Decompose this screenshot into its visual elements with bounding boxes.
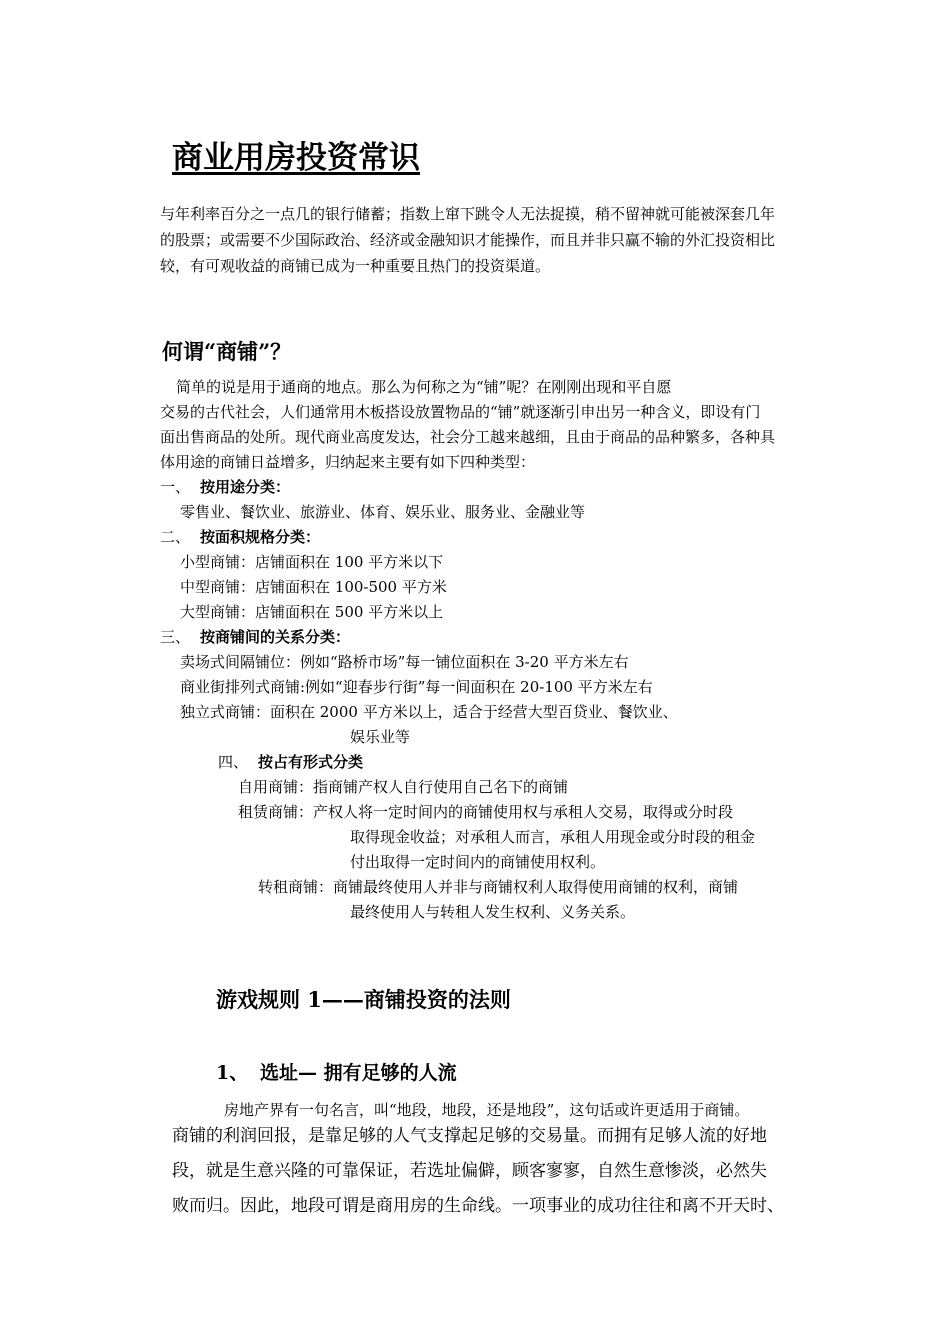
category-item: 付出取得一定时间内的商铺使用权利。 <box>350 853 606 871</box>
category-item: 大型商铺：店铺面积在 500 平方米以上 <box>180 603 444 621</box>
page-title: 商业用房投资常识 <box>172 140 420 176</box>
category-number: 三、 <box>160 628 191 646</box>
category-number: 一、 <box>160 478 191 496</box>
category-item: 卖场式间隔铺位：例如“路桥市场”每一铺位面积在 3-20 平方米左右 <box>180 653 629 671</box>
section-heading: 游戏规则 1——商铺投资的法则 <box>216 987 511 1012</box>
category-item: 自用商铺：指商铺产权人自行使用自己名下的商铺 <box>238 778 569 796</box>
body-line: 简单的说是用于通商的地点。那么为何称之为“铺”呢？在刚刚出现和平自愿 <box>176 378 672 396</box>
category-label: 按面积规格分类： <box>200 528 321 546</box>
category-item: 最终使用人与转租人发生权利、义务关系。 <box>350 903 636 921</box>
body-line: 体用途的商铺日益增多，归纳起来主要有如下四种类型： <box>160 453 536 471</box>
subsection-heading: 选址— 拥有足够的人流 <box>260 1062 457 1084</box>
category-item: 转租商铺：商铺最终使用人并非与商铺权利人取得使用商铺的权利，商铺 <box>258 878 739 896</box>
category-item: 独立式商铺：面积在 2000 平方米以上，适合于经营大型百贷业、餐饮业、 <box>180 703 678 721</box>
category-label: 按商铺间的关系分类： <box>200 628 351 646</box>
category-item: 零售业、餐饮业、旅游业、体育、娱乐业、服务业、金融业等 <box>180 503 586 521</box>
body-line: 段，就是生意兴隆的可靠保证，若选址偏僻，顾客寥寥，自然生意惨淡，必然失 <box>172 1161 767 1181</box>
body-line: 房地产界有一句名言，叫“地段，地段，还是地段”，这句话或许更适用于商铺。 <box>224 1101 750 1119</box>
category-item: 小型商铺：店铺面积在 100 平方米以下 <box>180 553 444 571</box>
category-label: 按用途分类： <box>200 478 291 496</box>
body-line: 商铺的利润回报，是靠足够的人气支撑起足够的交易量。而拥有足够人流的好地 <box>172 1126 767 1146</box>
subsection-number: 1、 <box>216 1062 249 1084</box>
category-item: 中型商铺：店铺面积在 100-500 平方米 <box>180 578 447 596</box>
category-item: 商业街排列式商铺:例如“迎春步行街”每一间面积在 20-100 平方米左右 <box>180 678 653 696</box>
intro-line: 的股票；或需要不少国际政治、经济或金融知识才能操作，而且并非只赢不输的外汇投资相比 <box>160 231 776 249</box>
section-heading: 何谓“商铺”？ <box>162 339 292 364</box>
body-line: 交易的古代社会，人们通常用木板搭设放置物品的“铺”就逐渐引申出另一种含义，即设有门 <box>160 403 761 421</box>
intro-line: 较，有可观收益的商铺已成为一种重要且热门的投资渠道。 <box>160 257 551 275</box>
category-item: 租赁商铺：产权人将一定时间内的商铺使用权与承租人交易，取得或分时段 <box>238 803 734 821</box>
body-line: 面出售商品的处所。现代商业高度发达，社会分工越来越细，且由于商品的品种繁多，各种具 <box>160 428 776 446</box>
category-label: 按占有形式分类 <box>258 753 364 771</box>
category-item: 娱乐业等 <box>350 728 411 746</box>
intro-line: 与年利率百分之一点几的银行储蓄；指数上窜下跳令人无法捉摸，稍不留神就可能被深套几年 <box>160 205 776 223</box>
category-number: 二、 <box>160 528 191 546</box>
category-number: 四、 <box>218 753 249 771</box>
category-item: 取得现金收益；对承租人而言，承租人用现金或分时段的租金 <box>350 828 756 846</box>
body-line: 败而归。因此，地段可谓是商用房的生命线。一项事业的成功往往和离不开天时、 <box>172 1196 784 1216</box>
